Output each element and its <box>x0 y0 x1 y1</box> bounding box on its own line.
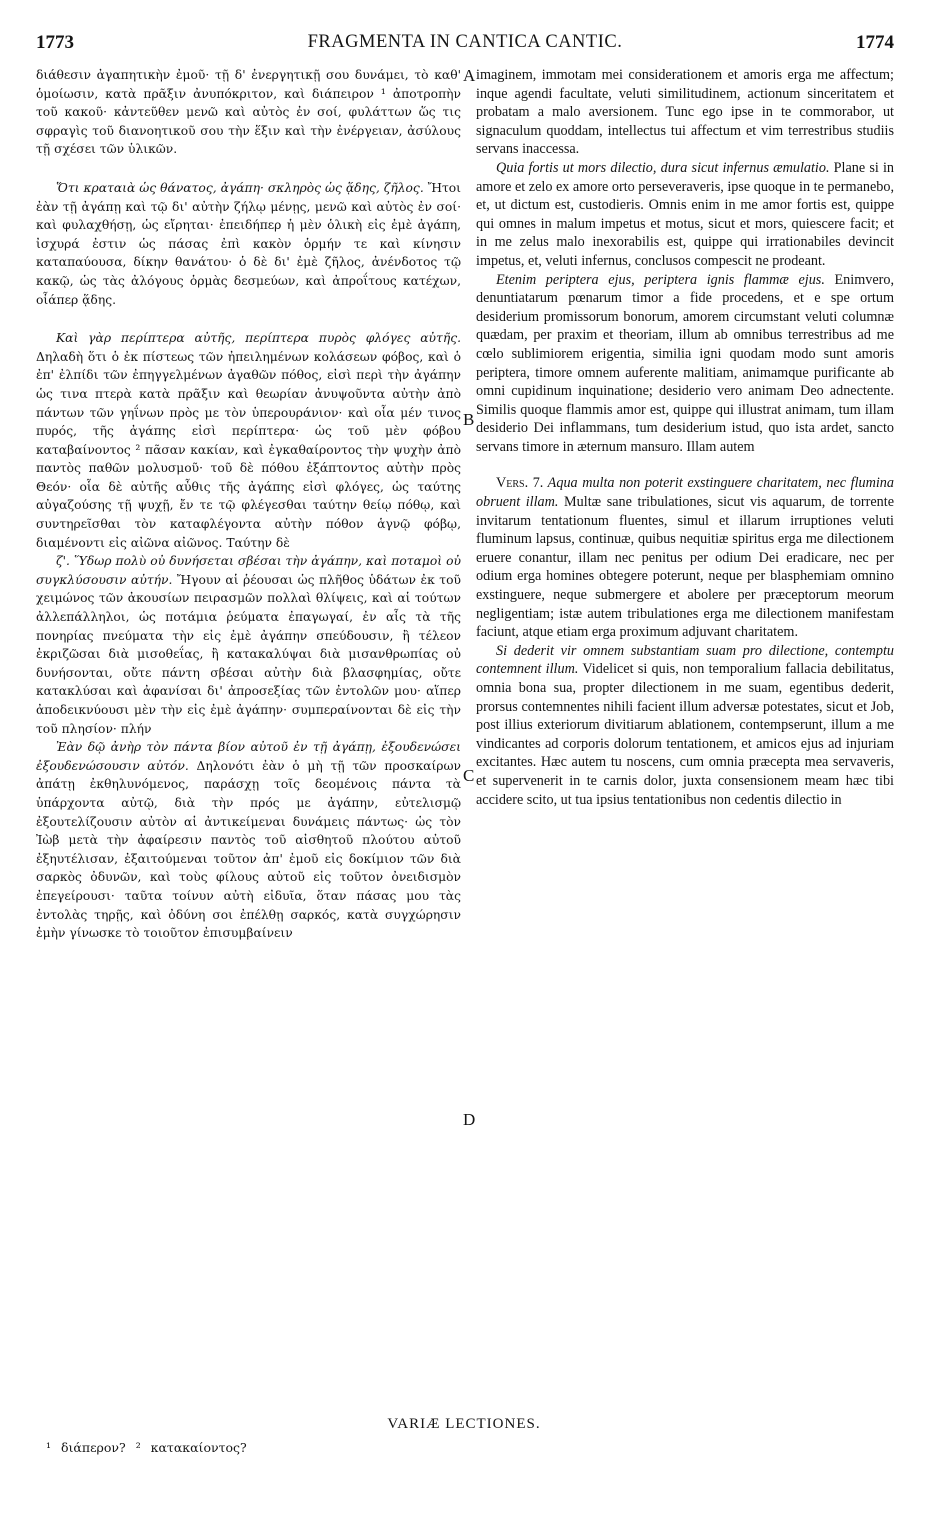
page-header <box>36 32 894 58</box>
greek-text-4: Ἤγουν αἱ ῥέουσαι ὡς πλῆθος ὑδάτων ἐκ τοῦ χειμώνος τῶν ἀκουσίων πειρασμῶν πολλαὶ θλίψεις, καὶ αἱ τούτων ἀλλεπάλληλοι, ὡς ποτάμια ῥεύματα ἐπαγωγαί, ἐν αἷς τὰ τῆς πονηρίας πνεύματα τὴν εἰς ἐμὲ ἀγάπην σπεύδουσιν, ἢ τέλεον ἐκριζῶσαι διὰ μισοθεΐας, ἢ κατακαλύψαι διὰ μισανθρωπίας οὐ δυνήσονται, οὔτε πάντη σβέσαι αὐτὴν διὰ βλασφημίας, οὔτε κατακλύσαι καὶ ἀφανίσαι δι' ἀπροσεξίας τῶν ἐντολῶν μου· αἵπερ ἀποδεικνύουσι μὲν τὴν εἰς ἐμὲ ἀγάπην· συμπεραίνονται δὲ εἰς τὴν τοῦ πλησίον· πλήν <box>36 572 461 736</box>
latin-text-5: Videlicet si quis, non temporalium fallacia debilitatus, omnia bona sua, propter dilectionem in me suam, egentibus dederit, prorsus contemnentes nihili facient illum adversæ potestates, sicut et Job, post illius exteriorum divitiarum ablationem, contempserunt, illum a me vindicantes ad corporis dolorum tentationem, et amicos ejus ad injuriam excitantes. Hæc autem tu noscens, cum omnia præcepta mea servaveris, et supervenerit in te carnis dolor, juxta consensionem meam hæc tibi accidere scito, ut tua ipsius tentationibus non cedentis dilectio in <box>476 661 895 808</box>
greek-text-2: Ἤτοι ἐὰν τῇ ἀγάπῃ καὶ τῷ δι' αὐτὴν ζήλῳ μένῃς, μενῶ καὶ αὐτὸς ἐν σοί· καὶ φυλαχθήσῃ, ὡς εἴρηται· ἐπειδήπερ ἡ μὲν ὁλικὴ εἰς ἐμὲ ἀγάπη, ἰσχυρά ἐστιν ὡς πάσας ἐπὶ κακὸν ὁρμήν τε καὶ κίνησιν καταπαύουσα, δίκην θανάτου· ὁ δὲ δι' ἐμὲ ζῆλος, ἀνένδοτος τῷ κακῷ, ὡς τὰς ἀλόγους ὁρμὰς δεσμεύων, καὶ ἀπροΐτους κατέχων, οἷάπερ ᾅδης. <box>36 180 461 307</box>
greek-lemma-2: Ὅτι κραταιὰ ὡς θάνατος, ἀγάπη· σκληρὸς ὡς ᾅδης, ζῆλος. <box>56 180 424 195</box>
page-number-left: 1773 <box>36 32 74 53</box>
section-marker-d: D <box>463 1110 476 1129</box>
latin-lemma-2: Quia fortis ut mors dilectio, dura sicut infernus æmulatio. <box>496 159 830 176</box>
section-marker-b: B <box>463 410 475 429</box>
running-title: FRAGMENTA IN CANTICA CANTIC. <box>307 32 623 52</box>
latin-paragraph-4 <box>476 474 894 641</box>
latin-paragraph-2 <box>476 159 894 271</box>
greek-paragraph-3 <box>36 329 461 552</box>
latin-verse-number: Vers. 7. <box>496 475 544 492</box>
latin-column <box>476 66 894 809</box>
latin-lemma-4: Aqua multa non poterit exstinguere charitatem, nec flumina obruent illam. <box>476 475 894 511</box>
greek-paragraph-1: διάθεσιν ἀγαπητικὴν ἐμοῦ· τῇ δ' ἐνεργητικῇ σου δυνάμει, τὸ καθ' ὁμοίωσιν, κατὰ πρᾶξιν ἀνυπόκριτον, καὶ διάπειρον ¹ ἀποτροπὴν τοῦ κακοῦ· κἀντεῦθεν μενῶ καὶ αὐτὸς ἐν σοί, φυλάττων ὥς τις σφραγὶς τοῦ διανοητικοῦ σου τὴν ἕξιν καὶ τὴν ἐνέργειαν, ἀσύλους τῇ σχέσει τῶν ὑλικῶν. <box>36 68 461 157</box>
latin-text-4: Multæ sane tribulationes, sicut vis aquarum, de torrente invitarum tentationum fluentes, simul et illarum irruptiones veluti fluminum lapsus, continuæ, quibus nequitiæ spiritus erga me dilectionem eruere conantur, illam nec penitus per odium Dei eradicare, nec per odium erga homines obtegere poterunt, neque per blasphemiam omnino exstinguere, neque submergere et abolere per præceptorum meorum negligentiam; istæ autem tribulationes erga me dilectionem manifestam faciunt, atque etiam erga proximum adjuvant charitatem. <box>476 494 894 641</box>
greek-lemma-4: ζ'. Ὕδωρ πολὺ οὐ δυνήσεται σβέσαι τὴν ἀγάπην, καὶ ποταμοὶ οὐ συγκλύσουσιν αὐτήν. <box>36 554 461 587</box>
latin-text-3: Enimvero, denuntiatarum pœnarum timor a fide procedens, et e spe ortum desiderium promissorum bonorum, amorem circumstant veluti columnæ quædam, per praxim et theoriam, illum ab omnibus terrestribus ad me cœlo sublimiorem erigentia, similia igni quodam modo sunt amoris periptera, timore omnem auferente malitiam, animamque purificante ab omni cupidinum inquinatione; desiderio vero animam Deo adnectente. Similis quoque flammis amor est, quippe qui illustrat animam, tum illam desiderio Dei inflammans, tum desiderium istud, quo ista ardet, sancto servans timore in æternum mansuro. Illam autem <box>476 271 894 455</box>
greek-paragraph-5 <box>36 738 461 943</box>
greek-lemma-3: Καὶ γὰρ περίπτερα αὐτῆς, περίπτερα πυρὸς φλόγες αὐτῆς. <box>56 331 461 346</box>
variant-readings-notes: ¹ διάπερον? ² κατακαίοντος? <box>46 1440 247 1455</box>
section-marker-c: C <box>463 766 475 785</box>
latin-lemma-5: Si dederit vir omnem substantiam suam pro dilectione, contemptu contemnent illum. <box>476 642 894 678</box>
variant-readings-title: VARIÆ LECTIONES. <box>387 1416 541 1432</box>
latin-paragraph-1: imaginem, immotam mei considerationem et amoris erga me affectum; inque agendi facultate, veluti similitudinem, actionum sinceritatem et probatam a malo aversionem. Tunc ego ipse in te commorabor, ut signaculum quoddam, intellectus tui affectum et vim terrestribus studiis servans inaccessa. <box>476 67 894 158</box>
latin-paragraph-3 <box>476 271 894 457</box>
greek-paragraph-2 <box>36 179 461 309</box>
latin-text-2: Plane si in amore et zelo ex amore orto perseveraveris, ipse quoque in te permanebo, et, ut dictum est, custodieris. Omnis enim in me amor fortis est, quippe qui omnes in malum impetus et motus, sicut et mors, quiescere facit; et in me zelus malo inexorabilis est, quippe qui irrationabiles devincit impetus, et, veluti infernus, conclusos compescit ne prodeant. <box>476 159 894 269</box>
greek-text-5: Δηλονότι ἐὰν ὁ μὴ τῇ τῶν προσκαίρων ἀπάτῃ ἐκθηλυνόμενος, παράσχῃ τοῖς δεομένοις πάντα τὰ ὑπάρχοντα αὐτῷ, διὰ τὴν πρός με ἀγάπην, εὐτελισμῷ ἐξουτελίζουσιν αὐτὸν αἱ ἀντικείμεναι δυνάμεις πάντως· ὡς τὸν Ἰὼβ μετὰ τὴν ἀφαίρεσιν παντὸς τοῦ αἰσθητοῦ πλούτου αὐτοῦ ἐξηυτέλισαν, ἐξαιτούμεναι τοῦτον ἀπ' ἐμοῦ εἰς δοκίμιον τῶν διὰ σαρκὸς ὀδυνῶν, καὶ τοὺς φίλους αὐτοῦ εἰς τοῦτον ὀνειδισμὸν ἐπεγείρουσι· ταῦτα τοίνυν αὐτὴ εἰδυῖα, ὅταν πάσας μου τὰς ἐντολὰς τηρῇς, καὶ ὀδύνη σοι ἐπέλθῃ σαρκός, κατὰ συγχώρησιν ἐμὴν γίνωσκε τὸ τοιοῦτον ἐπισυμβαίνειν <box>36 758 462 941</box>
greek-column <box>36 66 461 943</box>
page-number-right: 1774 <box>856 32 894 53</box>
latin-paragraph-5 <box>476 642 894 809</box>
greek-text-3: Δηλαδὴ ὅτι ὁ ἐκ πίστεως τῶν ἠπειλημένων κολάσεων φόβος, καὶ ὁ ἐπ' ἐλπίδι τῶν ἐπηγγελμένων ἀγαθῶν πόθος, εἰσὶ περὶ τὴν ἀγάπην ὡς τινα πτερὰ κατὰ πρᾶξιν καὶ θεωρίαν ἀνυψοῦντα αὐτὴν ἀπὸ πάντων τῶν γηΐνων πρὸς με τὸν ὑπερουράνιον· καὶ οἷα μέν τινος πυρός, τῆς ἀγάπης εἰσὶ περίπτερα· ὡς τοῦ μὲν φόβου καταβαίνοντος ² πᾶσαν κακίαν, καὶ ἐγκαθαίροντος τὴν ψυχὴν ἀπὸ παντὸς παθῶν μολυσμοῦ· τοῦ δὲ πόθου ἐξάπτοντος αὐτὴν πρὸς Θεόν· οἷα δὲ αὐτῆς αὖθις τῆς ἀγάπης εἰσὶ φλόγες, ὡς ταύτης αὐγαζούσης τῇ ψυχῇ, ἔν τε τῷ φλέγεσθαι ταύτην θείῳ πόθῳ, καὶ συντηρεῖσθαι τὸν καταφλέγοντα αὐτὴν πόθον ἁγνῷ φόβῳ, διαμένοντι εἰς αἰῶνα αἰῶνος. Ταύτην δὲ <box>36 349 461 550</box>
greek-lemma-5: Ἐὰν δῷ ἀνὴρ τὸν πάντα βίον αὐτοῦ ἐν τῇ ἀγάπῃ, ἐξουδενώσει ἐξουδενώσουσιν αὐτόν. <box>36 740 461 773</box>
latin-lemma-3: Etenim periptera ejus, periptera ignis flammæ ejus. <box>496 271 825 288</box>
section-marker-a: A <box>463 66 476 85</box>
greek-paragraph-4 <box>36 552 461 738</box>
